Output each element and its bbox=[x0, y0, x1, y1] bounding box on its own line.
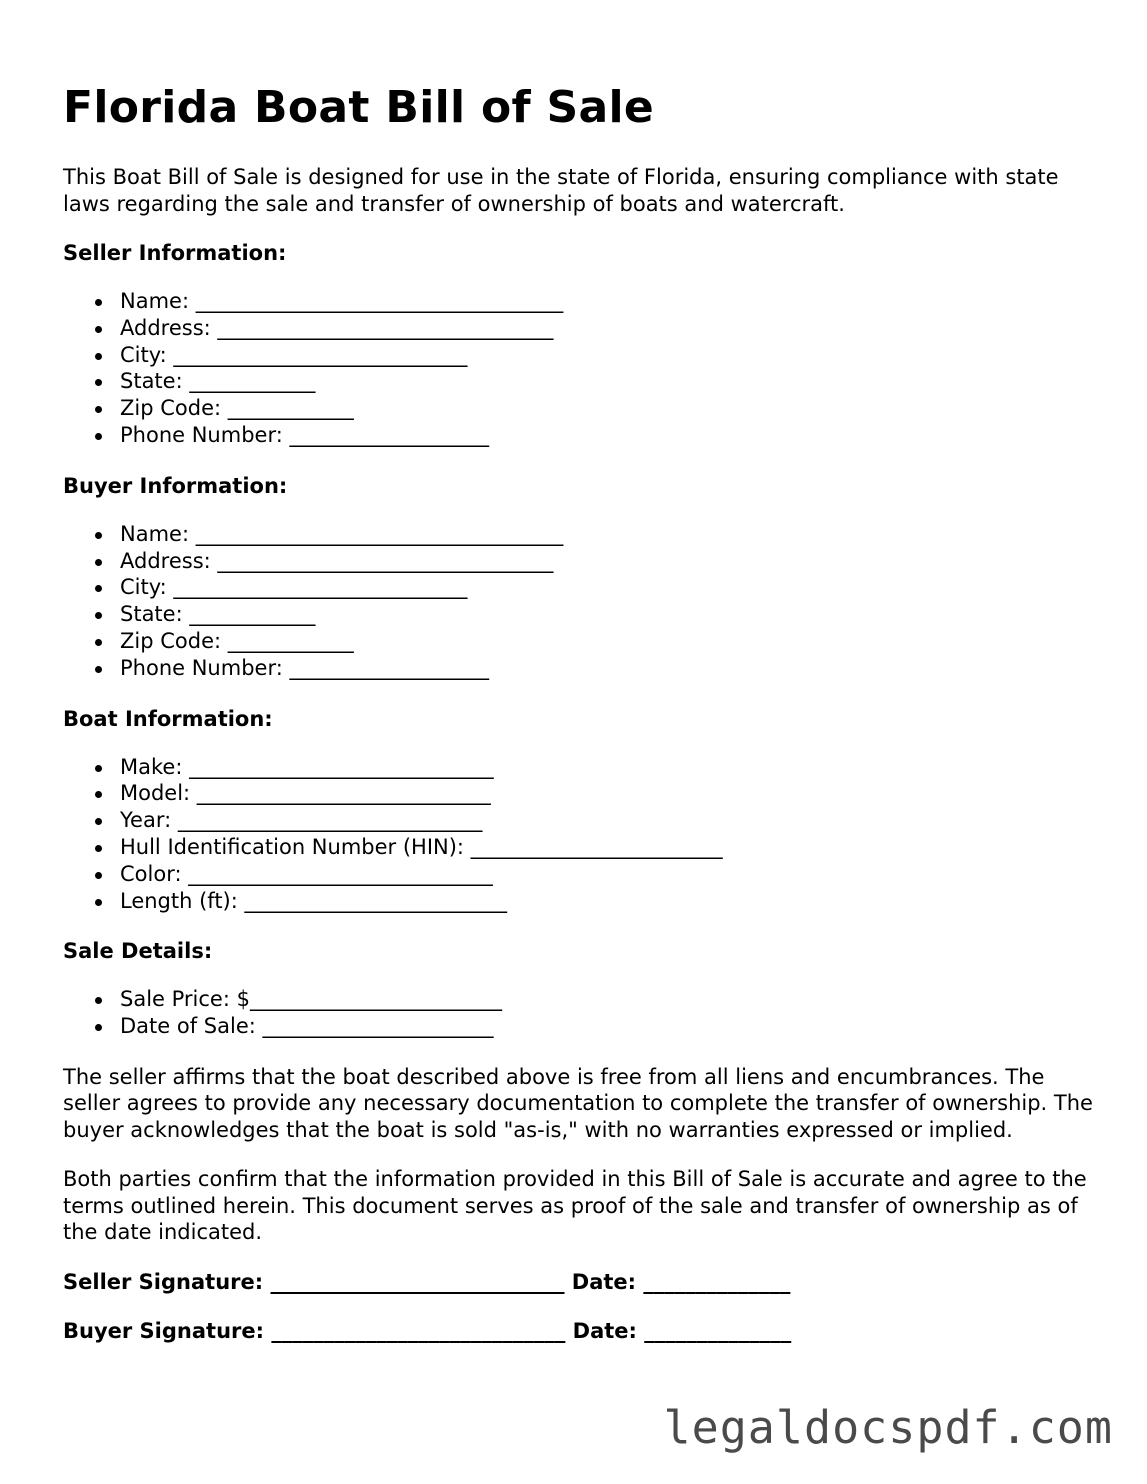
buyer-phone-field: Phone Number: ___________________ bbox=[63, 655, 1103, 682]
boat-make-field: Make: _____________________________ bbox=[63, 754, 1103, 781]
seller-field-list bbox=[63, 288, 1103, 449]
boat-model-field: Model: ____________________________ bbox=[63, 780, 1103, 807]
seller-phone-field: Phone Number: ___________________ bbox=[63, 422, 1103, 449]
document-page bbox=[63, 80, 1103, 1367]
boat-length-field: Length (ft): _________________________ bbox=[63, 888, 1103, 915]
seller-section-heading: Seller Information: bbox=[63, 241, 287, 265]
document-title: Florida Boat Bill of Sale bbox=[63, 82, 655, 133]
seller-signature-line: Seller Signature: ____________________________ Date: ______________ bbox=[63, 1269, 791, 1294]
sale-section-heading: Sale Details: bbox=[63, 939, 213, 964]
buyer-section-heading: Buyer Information: bbox=[63, 473, 288, 498]
sale-date-field: Date of Sale: ______________________ bbox=[63, 1013, 1103, 1040]
seller-zip-field: Zip Code: ____________ bbox=[63, 395, 1103, 422]
boat-section-heading: Boat Information: bbox=[63, 706, 273, 731]
buyer-signature-line: Buyer Signature: ____________________________ Date: ______________ bbox=[63, 1318, 792, 1343]
boat-hin-field: Hull Identification Number (HIN): ________________________ bbox=[63, 834, 1103, 861]
seller-name-field: Name: ___________________________________ bbox=[63, 288, 1103, 315]
intro-paragraph: This Boat Bill of Sale is designed for use in the state of Florida, ensuring compliance with state laws regarding the sale and transfer of ownership of boats and watercraft. bbox=[63, 165, 1059, 216]
seller-city-field: City: ____________________________ bbox=[63, 342, 1103, 369]
buyer-city-field: City: ____________________________ bbox=[63, 574, 1103, 601]
sale-price-field: Sale Price: $________________________ bbox=[63, 986, 1103, 1013]
buyer-name-field: Name: ___________________________________ bbox=[63, 521, 1103, 548]
boat-color-field: Color: _____________________________ bbox=[63, 861, 1103, 888]
boat-year-field: Year: _____________________________ bbox=[63, 807, 1103, 834]
seller-affirmation-paragraph: The seller affirms that the boat described above is free from all liens and encumbrances. The seller agrees to provide any necessary documentation to complete the transfer of ownership. The buyer acknowledges that the boat is sold "as-is," with no warranties expressed or implied. bbox=[63, 1064, 1093, 1142]
boat-field-list bbox=[63, 754, 1103, 915]
buyer-zip-field: Zip Code: ____________ bbox=[63, 628, 1103, 655]
watermark-text: legaldocspdf.com bbox=[663, 1401, 1113, 1454]
seller-address-field: Address: ________________________________ bbox=[63, 315, 1103, 342]
buyer-address-field: Address: ________________________________ bbox=[63, 548, 1103, 575]
sale-field-list bbox=[63, 986, 1103, 1040]
buyer-field-list bbox=[63, 521, 1103, 682]
confirmation-paragraph: Both parties confirm that the information provided in this Bill of Sale is accurate and agree to the terms outlined herein. This document serves as proof of the sale and transfer of ownership as of the date indicated. bbox=[63, 1167, 1087, 1245]
buyer-state-field: State: ____________ bbox=[63, 601, 1103, 628]
seller-state-field: State: ____________ bbox=[63, 368, 1103, 395]
